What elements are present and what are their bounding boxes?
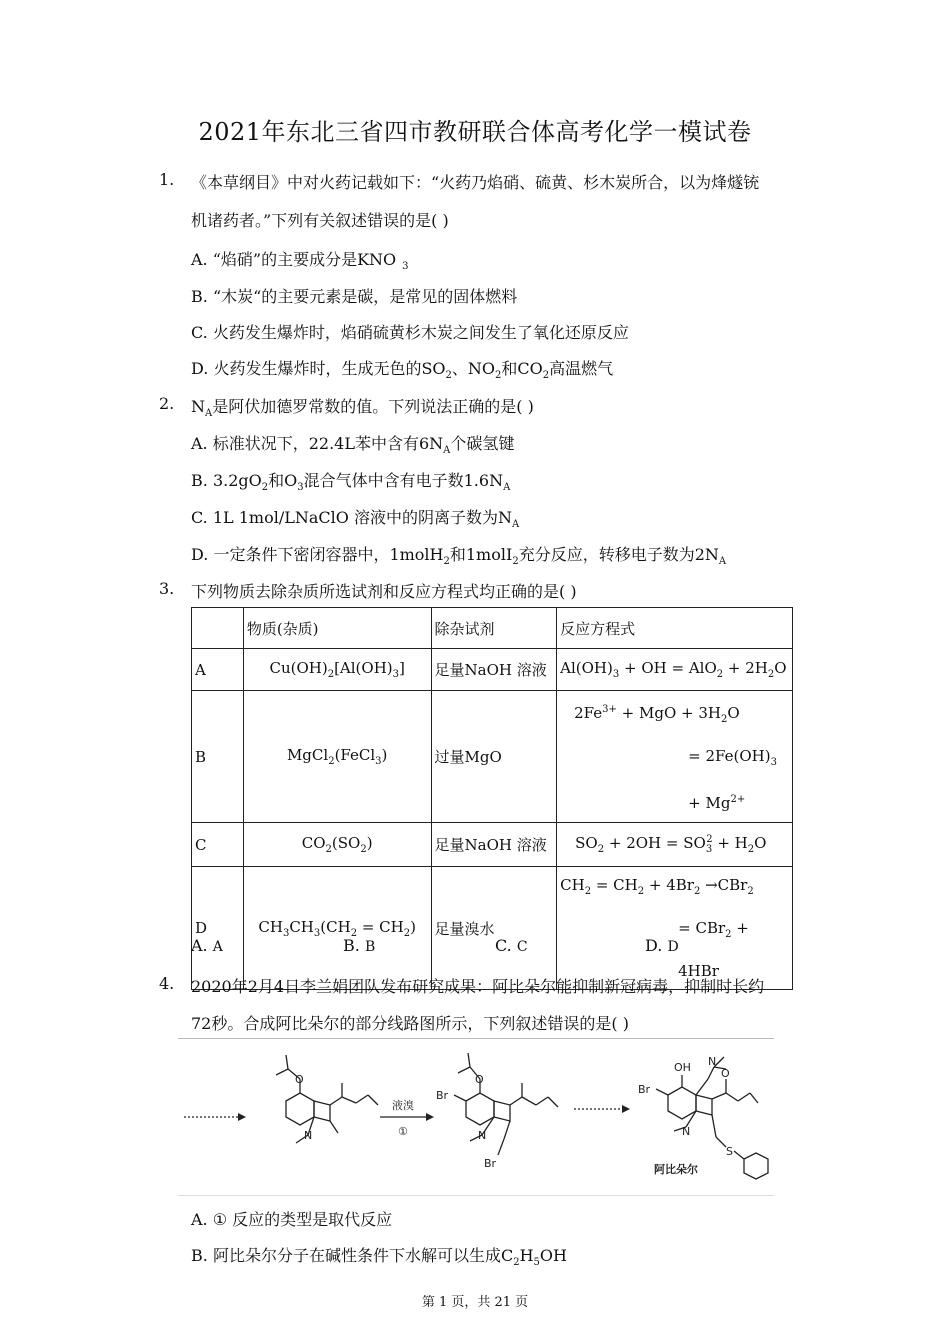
option-text: “木炭“的主要元素是碳，是常见的固体燃料 [212,287,518,306]
subscript: 3 [402,261,409,272]
reagent-cell: 足量NaOH 溶液 [431,649,557,691]
subscript: 2 [261,482,269,493]
question-number: 4. [159,974,175,993]
synthesis-route-figure [178,1038,774,1196]
table-header: 物质(杂质) [243,608,431,649]
subscript: A [205,408,213,419]
reagent-cell: 过量MgO [431,691,557,823]
question-number: 1. [159,170,175,189]
option-a [191,1207,392,1230]
subscript: A [503,482,511,493]
page-title: 2021年东北三省四市教研联合体高考化学一模试卷 [198,118,752,146]
table-header-row [192,608,793,649]
option-text: 个碳氢键 [450,434,515,453]
subscript: A [443,445,451,456]
option-text: 和O [268,471,298,490]
option-label: D. [191,545,209,564]
table-header: 除杂试剂 [431,608,557,649]
arbidol-structure [638,1055,768,1179]
option-b [191,284,517,307]
subscript: 2 [443,556,450,567]
option-label: C. [191,508,208,527]
option-text: 一定条件下密闭容器中，1molH [213,545,444,564]
row-label: B [192,691,244,823]
synthesis-route-diagram [178,1039,774,1195]
nitrogen-atom-label: N [304,1129,313,1142]
substance-cell: $CH_3CH_3(CH_2 = CH_2)$ [243,867,431,990]
option-text: ① 反应的类型是取代反应 [212,1210,393,1229]
option-text: 火药发生爆炸时，焰硝硫黄杉木炭之间发生了氧化还原反应 [212,323,629,342]
option-text: 和1molI [449,545,513,564]
bromine-atom-label: Br [484,1157,497,1170]
oxygen-atom-label: O [475,1073,484,1086]
product-name-label: 阿比朵尔 [654,1163,698,1176]
purification-table [191,607,793,990]
subscript: 3 [297,482,304,493]
option-text: “焰硝”的主要成分是KNO [212,250,397,269]
option-label: D. [191,359,209,378]
row-label: A [192,649,244,691]
option-a: A. A [191,936,223,955]
option-label: B. [191,287,208,306]
table-header [192,608,244,649]
table-header: 反应方程式 [557,608,793,649]
question-stem: 机诸药者。”下列有关叙述错误的是( ) [191,211,449,230]
row-label: C [192,823,244,867]
nitrogen-atom-label: N [682,1125,691,1138]
subscript: 2 [513,1257,520,1268]
question-stem: 《本草纲目》中对火药记载如下：“火药乃焰硝、硫黄、杉木炭所合，以为烽燧铳 [191,173,760,192]
option-text: 3.2gO [212,471,262,490]
option-d [191,542,726,567]
substance-cell: MgCl$_2$(FeCl$_3$) [243,691,431,823]
bromine-atom-label: Br [638,1083,651,1096]
question-number: 2. [159,394,175,413]
option-text: 和CO [501,359,543,378]
nitrogen-atom-label: N [708,1055,717,1068]
table-row [192,823,793,867]
option-d: D. D [645,936,679,955]
row-label: D [192,867,244,990]
option-text: 混合气体中含有电子数1.6N [303,471,504,490]
option-text: OH [539,1246,567,1265]
table-row [192,691,793,823]
subscript: 2 [512,556,519,567]
option-d [191,356,613,381]
option-text: 1L 1mol/LNaClO 溶液中的阴离子数为N [212,508,512,527]
question-stem: 72秒。合成阿比朵尔的部分线路图所示，下列叙述错误的是( ) [191,1014,629,1033]
option-text: 火药发生爆炸时，生成无色的SO [213,359,446,378]
nitrogen-atom-label: N [478,1129,487,1142]
sulfur-atom-label: S [726,1145,733,1158]
subscript: 2 [495,370,502,381]
option-a [191,247,409,272]
option-c [191,320,629,343]
option-text: 高温燃气 [549,359,614,378]
option-text: 、NO [451,359,496,378]
option-text: 充分反应，转移电子数为2N [518,545,719,564]
subscript: A [718,556,727,567]
bromine-atom-label: Br [436,1089,449,1102]
option-c: C. C [495,936,528,955]
option-label: C. [191,323,208,342]
option-label: A. [191,250,208,269]
page-footer: 第 1 页，共 21 页 [421,1295,529,1310]
option-label: B. [191,471,208,490]
subscript: 2 [542,370,550,381]
subscript: A [511,519,520,530]
equation-cell: $Al(OH)_3$ + OH = $AlO_2 + 2H_2O$ [557,649,793,691]
reagent-cell: 足量溴水 [431,867,557,990]
substance-cell: $Cu(OH)_2[Al(OH)_3]$ [243,649,431,691]
option-a [191,431,514,456]
question-stem [191,394,534,419]
option-label: B. [191,1246,208,1265]
starting-material-structure [276,1055,378,1143]
option-label: A. [191,434,208,453]
table-row [192,867,793,990]
substance-cell: $CO_2(SO_2)$ [243,823,431,867]
hydroxyl-label: OH [674,1061,691,1074]
option-text: 阿比朵尔分子在碱性条件下水解可以生成C [212,1246,514,1265]
oxygen-atom-label: O [721,1067,730,1080]
reagent-label: 液溴 [392,1099,414,1112]
question-stem: 2020年2月4日李兰娟团队发布研究成果：阿比朵尔能抑制新冠病毒，抑制时长约 [191,977,765,996]
brominated-intermediate-structure [436,1053,558,1170]
equation-cell: $2Fe^{3+}$ + MgO + $3H_2O$ = $2Fe(OH)_3$ + $Mg^{2+}$ [557,691,793,823]
question-stem: 下列物质去除杂质所选试剂和反应方程式均正确的是( ) [191,582,577,601]
oxygen-atom-label: O [295,1073,304,1086]
option-text: H [519,1246,534,1265]
option-b [191,1243,567,1268]
subscript: 2 [445,370,452,381]
reagent-cell: 足量NaOH 溶液 [431,823,557,867]
stem-text: 是阿伏加德罗常数的值。下列说法正确的是( ) [212,397,534,416]
subscript: 5 [533,1257,540,1268]
option-b [191,468,510,493]
stem-text: N [191,397,205,416]
option-text: 标准状况下，22.4L苯中含有6N [212,434,444,453]
option-label: A. [191,1210,208,1229]
step-label: ① [398,1125,408,1138]
question-number: 3. [159,579,175,598]
table-row [192,649,793,691]
equation-cell: $CH_2 = CH_2 + 4Br_2 \to CBr_2$ = CBr$_2$ + 4HBr [557,867,793,990]
option-c [191,505,519,530]
equation-cell: $SO_2 + 2OH = SO_3^2 + H_2O$ [557,823,793,867]
option-b: B. B [343,936,376,955]
